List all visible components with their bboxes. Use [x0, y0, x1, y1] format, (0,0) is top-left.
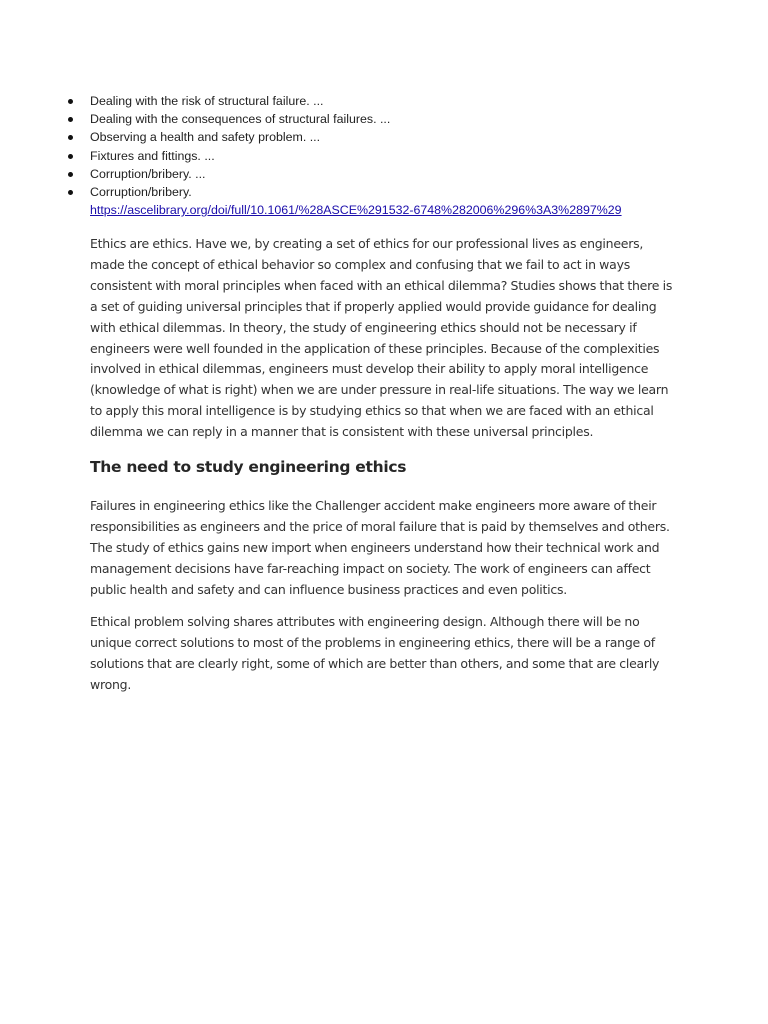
bullet-item-text: Dealing with the risk of structural failure. ...: [90, 94, 324, 108]
bullet-item: [90, 92, 690, 110]
bullet-dot-icon: [68, 99, 73, 104]
bullet-dot-icon: [68, 190, 73, 195]
bullet-item-text: Observing a health and safety problem. ...: [90, 130, 321, 145]
bullet-item-text: Dealing with the consequences of structural failures. ...: [90, 112, 391, 127]
bullet-list: [90, 92, 690, 201]
bullet-dot-icon: [68, 172, 73, 177]
section-heading: The need to study engineering ethics: [90, 458, 407, 476]
bullet-item-text: Fixtures and fittings. ...: [90, 148, 215, 163]
paragraph-problem-solving: Ethical problem solving shares attributes with engineering design. Although there will be no unique correct solutions to most of the problems in engineering ethics, there will be a range of solutions that are clearly right, some of which are better than others, and some that are clearly wrong.: [90, 614, 660, 692]
bullet-item-text: Corruption/bribery. ...: [90, 166, 206, 181]
bullet-item: [90, 165, 690, 183]
bullet-dot-icon: [68, 117, 73, 122]
paragraph-need-to-study: Failures in engineering ethics like the Challenger accident make engineers more aware of their responsibilities as engineers and the price of moral failure that is paid by themselves and others. The study of ethics gains new import when engineers understand how their technical work and management decisions have far-reaching impact on society. The work of engineers can affect public health and safety and can influence business practices and even politics.: [90, 498, 670, 597]
bullet-item: [90, 128, 690, 146]
reference-link[interactable]: https://ascelibrary.org/doi/full/10.1061/%28ASCE%291532-6748%282006%296%3A3%2897%29: [90, 203, 622, 217]
paragraph-ethics-intro: Ethics are ethics. Have we, by creating a set of ethics for our professional lives as engineers, made the concept of ethical behavior so complex and confusing that we fail to act in ways consistent with moral principles when faced with an ethical dilemma? Studies shows that there is a set of guiding universal principles that if properly applied would provide guidance for dealing with ethical dilemmas. In theory, the study of engineering ethics should not be necessary if engineers were well founded in the application of these principles. Because of the complexities involved in ethical dilemmas, engineers must develop their ability to apply moral intelligence (knowledge of what is right) when we are under pressure in real-life situations. The way we learn to apply this moral intelligence is by studying ethics so that when we are faced with an ethical dilemma we can reply in a manner that is consistent with these universal principles.: [90, 236, 673, 440]
bullet-item: [90, 147, 690, 165]
bullet-dot-icon: [68, 135, 73, 140]
bullet-item: [90, 110, 690, 128]
bullet-dot-icon: [68, 154, 73, 159]
bullet-item-text: Corruption/bribery.: [90, 185, 192, 200]
bullet-item: [90, 183, 690, 201]
